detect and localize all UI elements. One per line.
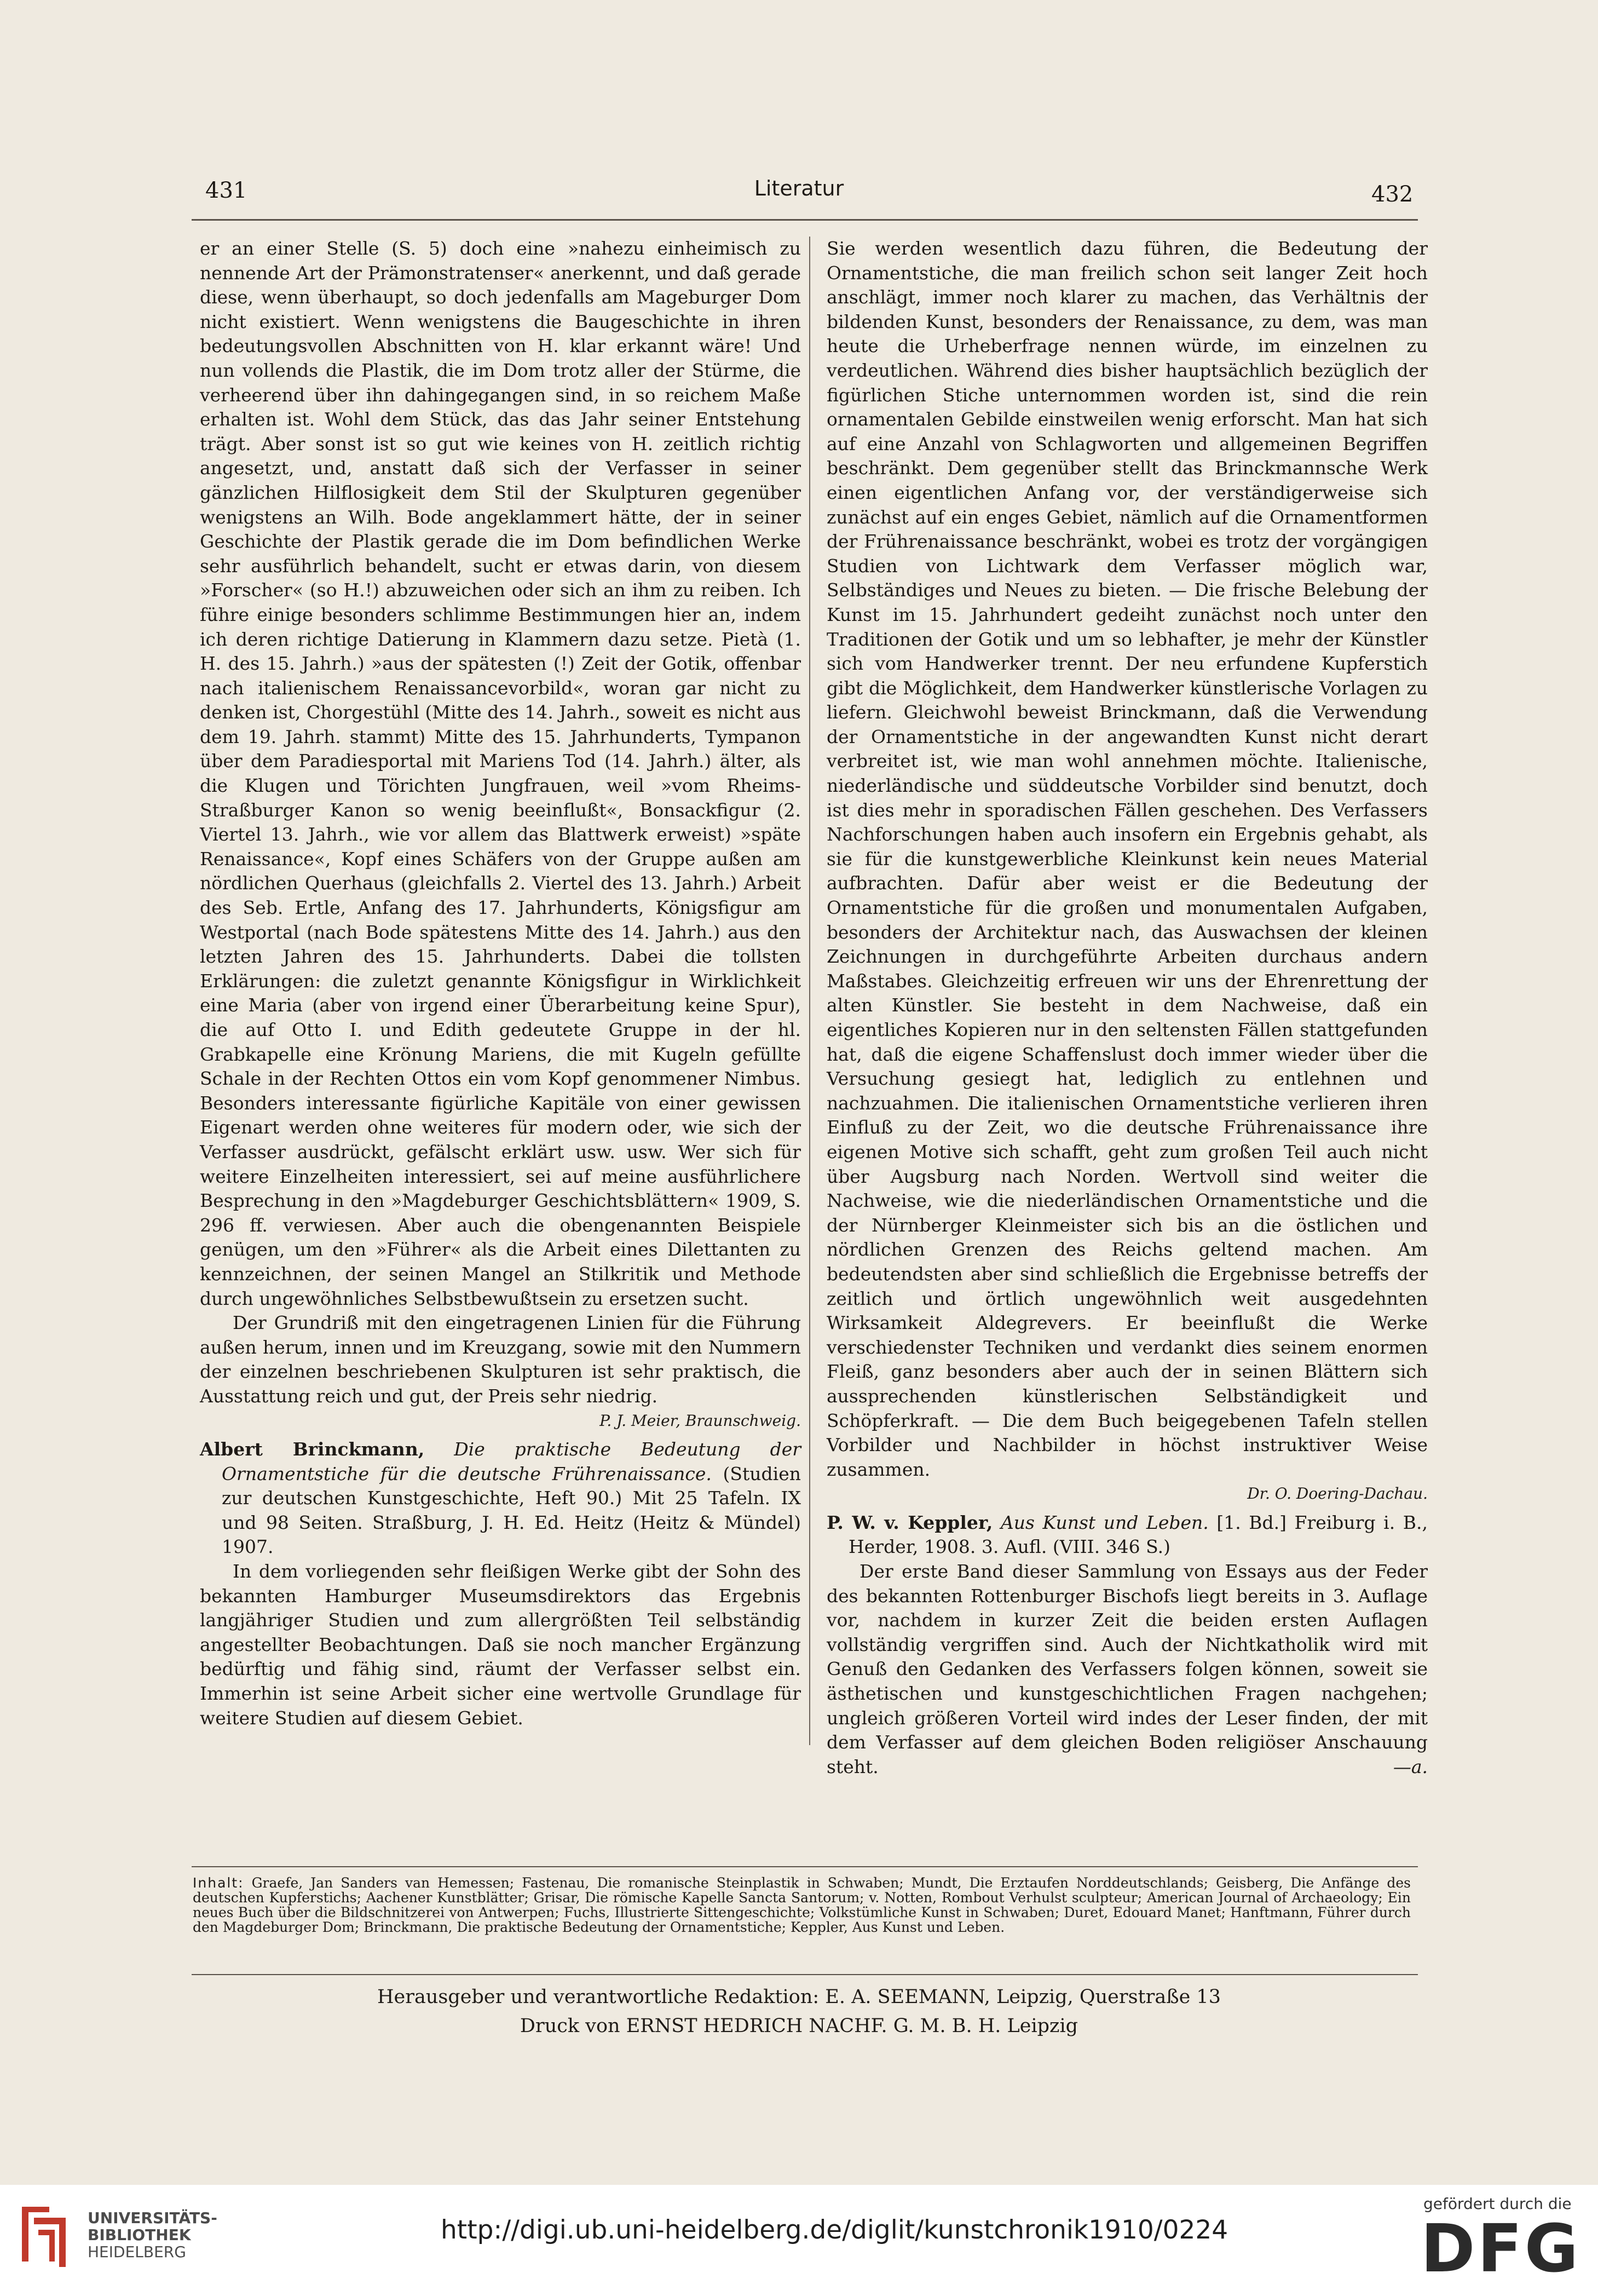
left-column — [200, 237, 801, 1730]
logo-line-1: UNIVERSITÄTS- — [88, 2209, 217, 2227]
funded-by-text: gefördert durch die — [1423, 2195, 1572, 2213]
review1-paragraph-1: er an einer Stelle (S. 5) doch eine »nahezu einheimisch zu nennende Art der Prämonstratenser« anerkennt, und daß gerade diese, wenn überhaupt, so doch jedenfalls am Mageburger Dom nicht existiert. Wenn wenigstens die Baugeschichte in ihren bedeutungsvollen Abschnitten von H. klar erkannt wäre! Und nun vollends die Plastik, die im Dom trotz aller der Stürme, die verheerend über ihn dahingegangen sind, in so reichem Maße erhalten ist. Wohl dem Stück, das das Jahr seiner Entstehung trägt. Aber sonst ist so gut wie keines von H. zeitlich richtig angesetzt, und, anstatt daß sich der Verfasser in seiner gänzlichen Hilflosigkeit dem Stil der Skulpturen gegenüber wenigstens an Wilh. Bode angeklammert hätte, der in seiner Geschichte der Plastik gerade die im Dom befindlichen Werke sehr ausführlich behandelt, sucht er etwas darin, von diesem »Forscher« (so H.!) abzuweichen oder sich an ihm zu reiben. Ich führe einige besonders schlimme Bestimmungen hier an, indem ich deren richtige Datierung in Klammern dazu setze. Pietà (1. H. des 15. Jahrh.) »aus der spätesten (!) Zeit der Gotik, offenbar nach italienischem Renaissancevorbild«, woran gar nicht zu denken ist, Chorgestühl (Mitte des 14. Jahrh., soweit es nicht aus dem 19. Jahrh. stammt) Mitte des 15. Jahrhunderts, Tympanon über dem Paradiesportal mit Mariens Tod (14. Jahrh.) älter, als die Klugen und Törichten Jungfrauen, weil »vom Rheims-Straßburger Kanon so wenig beeinflußt«, Bonsackfigur (2. Viertel 13. Jahrh., wie vor allem das Blattwerk erweist) »späte Renaissance«, Kopf eines Schäfers von der Gruppe außen am nördlichen Querhaus (gleichfalls 2. Viertel des 13. Jahrh.) Arbeit des Seb. Ertle, Anfang des 17. Jahrhunderts, Königsfigur am Westportal (nach Bode spätestens Mitte des 14. Jahrh.) aus den letzten Jahren des 15. Jahrhunderts. Dabei die tollsten Erklärungen: die zuletzt genannte Königsfigur in Wirklichkeit eine Maria (aber von irgend einer Überarbeitung keine Spur), die auf Otto I. und Edith gedeutete Gruppe in der hl. Grabkapelle eine Krönung Mariens, die mit Kugeln gefüllte Schale in der Rechten Ottos ein vom Kopf genommener Nimbus. Besonders interessante figürliche Kapitäle von einer gewissen Eigenart werden ohne weiteres für modern oder, wie sich der Verfasser ausdrückt, gefälscht erklärt usw. usw. Wer sich für weitere Einzelheiten interessiert, sei auf meine ausführlichere Besprechung in den »Magdeburger Geschichtsblättern« 1909, S. 296 ff. verwiesen. Aber auch die obengenannten Beispiele genügen, um den »Führer« als die Arbeit eines Dilettanten zu kennzeichnen, der seinen Mangel an Stilkritik und Methode durch ungewöhnliches Selbstbewußtsein zu ersetzen sucht. — [200, 238, 801, 1309]
contents-rule-bottom — [192, 1974, 1418, 1975]
dfg-logo[interactable]: DFG — [1421, 2211, 1581, 2287]
review2-paragraph-2: Sie werden wesentlich dazu führen, die Bedeutung der Ornamentstiche, die man freilich schon seit langer Zeit hoch anschlägt, immer noch klarer zu machen, das Verhältnis der bildenden Kunst, besonders der Renaissance, zu dem, was man heute die Urheberfrage nennen würde, im einzelnen zu verdeutlichen. Während dies bisher hauptsächlich bezüglich der figürlichen Stiche unternommen worden ist, sind die rein ornamentalen Gebilde einstweilen wenig erforscht. Man hat sich auf eine Anzahl von Schlagworten und allgemeinen Begriffen beschränkt. Dem gegenüber stellt das Brinckmannsche Werk einen eigentlichen Anfang vor, der verständigerweise sich zunächst auf ein enges Gebiet, nämlich auf die Ornamentformen der Frührenaissance beschränkt, wobei es trotz der vorgängigen Studien von Lichtwark dem Verfasser möglich war, Selbständiges und Neues zu bieten. — Die frische Belebung der Kunst im 15. Jahrhundert gedeiht zunächst noch unter den Traditionen der Gotik und um so lebhafter, je mehr der Künstler sich vom Handwerker trennt. Der neu erfundene Kupferstich gibt die Möglichkeit, dem Handwerker künstlerische Vorlagen zu liefern. Gleichwohl beweist Brinckmann, daß die Verwendung der Ornamentstiche in der angewandten Kunst nicht derart verbreitet ist, wie man wohl annehmen möchte. Italienische, niederländische und süddeutsche Vorbilder sind benutzt, doch ist dies mehr in sporadischen Fällen geschehen. Des Verfassers Nachforschungen haben auch insofern ein Ergebnis gehabt, als sie für die kunstgewerbliche Kleinkunst kein neues Material aufbrachten. Dafür aber weist er die Bedeutung der Ornamentstiche für die großen und monumentalen Aufgaben, besonders der Architektur nach, das Auswachsen der kleinen Zeichnungen in durchgeführte Arbeiten durchaus andern Maßstabes. Gleichzeitig erfreuen wir uns der Ehrenrettung der alten Künstler. Sie besteht in dem Nachweise, daß ein eigentliches Kopieren nur in den seltensten Fällen stattgefunden hat, daß die eigene Schaffenslust doch immer wieder über die Versuchung gesiegt hat, lediglich zu entlehnen und nachzuahmen. Die italienischen Ornamentstiche verlieren ihren Einfluß zu der Zeit, wo die deutsche Frührenaissance ihre eigenen Motive sich schafft, geht zum großen Teil auch nicht über Augsburg nach Norden. Wertvoll sind weiter die Nachweise, wie die niederländischen Ornamentstiche und die der Nürnberger Kleinmeister sich bis an die östlichen und nördlichen Grenzen des Reichs geltend machen. Am bedeutendsten aber sind schließlich die Ergebnisse betreffs der zeitlich und örtlich ungewöhnlich weit ausgedehnten Wirksamkeit Aldegrevers. Er beeinflußt die Werke verschiedenster Techniken und verdankt dies seinem enormen Fleiß, ganz besonders aber auch der in seinen Blättern sich aussprechenden künstlerischen Selbständigkeit und Schöpferkraft. — Die dem Buch beigegebenen Tafeln stellen Vorbilder und Nachbilder in höchst instruktiver Weise zusammen. — [827, 238, 1428, 1480]
contents-rule-top — [192, 1866, 1418, 1867]
page-number-right: 432 — [1371, 182, 1414, 207]
review3-paragraph — [827, 1560, 1428, 1779]
page-number-left: 431 — [205, 178, 247, 203]
logo-line-3: HEIDELBERG — [88, 2243, 186, 2261]
review2-heading — [200, 1437, 801, 1560]
contents-text: Graefe, Jan Sanders van Hemessen; Fastenau, Die romanische Steinplastik in Schwaben; Mundt, Die Erztaufen Norddeutschlands; Geisberg, Die Anfänge des deutschen Kupferstichs; Aachener Kunstblätter; Grisar, Die römische Kapelle Sancta Santorum; v. Notten, Rombout Verhulst sculpteur; American Journal of Archaeology; Ein neues Buch über die Bildschnitzerei von Antwerpen; Fuchs, Illustrierte Sittengeschichte; Volkstümliche Kunst in Schwaben; Duret, Edouard Manet; Hanftmann, Führer durch den Magdeburger Dom; Brinckmann, Die praktische Bedeutung der Ornamentstiche; Keppler, Aus Kunst und Leben. — [193, 1875, 1411, 1935]
review3-signature: —a. — [1393, 1756, 1428, 1777]
header-rule — [192, 219, 1418, 221]
imprint-editor: Herausgeber und verantwortliche Redaktion: E. A. SEEMANN, Leipzig, Querstraße 13 — [377, 1986, 1221, 2008]
column-divider — [809, 237, 810, 1745]
contents-label: Inhalt: — [193, 1875, 244, 1891]
running-title: Literatur — [754, 176, 844, 200]
university-library-logo-icon[interactable] — [16, 2196, 77, 2272]
review2-title: Die praktische Bedeutung der Ornamentstiche für die deutsche Frührenaissance. — [222, 1438, 801, 1484]
review3-author: P. W. v. Keppler, — [827, 1511, 993, 1533]
permalink-url[interactable]: http://digi.ub.uni-heidelberg.de/diglit/kunstchronik1910/0224 — [441, 2215, 1228, 2245]
review2-author: Albert Brinckmann, — [200, 1438, 425, 1460]
review2-paragraph-1: In dem vorliegenden sehr fleißigen Werke gibt der Sohn des bekannten Hamburger Museumsdirektors das Ergebnis langjähriger Studien und zum allergrößten Teil selbständig angestellter Beobachtungen. Daß sie noch mancher Ergänzung bedürftig und fähig sind, räumt der Verfasser selbst ein. Immerhin ist seine Arbeit sicher eine wertvolle Grundlage für weitere Studien auf diesem Gebiet. — [200, 1561, 801, 1729]
university-library-name[interactable] — [88, 2209, 217, 2260]
review1-signature: P. J. Meier, Braunschweig. — [599, 1411, 801, 1430]
review2-biblio: (Studien zur deutschen Kunstgeschichte, Heft 90.) Mit 25 Tafeln. IX und 98 Seiten. Straßburg, J. H. Ed. Heitz (Heitz & Mündel) 1907. — [222, 1463, 801, 1558]
review3-biblio: [1. Bd.] Freiburg i. B., Herder, 1908. 3. Aufl. (VIII. 346 S.) — [849, 1511, 1428, 1558]
review1-paragraph-2: Der Grundriß mit den eingetragenen Linien für die Führung außen herum, innen und im Kreuzgang, sowie mit den Nummern der einzelnen beschriebenen Skulpturen ist sehr praktisch, die Ausstattung reich und gut, der Preis sehr niedrig. — [200, 1312, 801, 1407]
contents-list — [193, 1875, 1411, 1935]
review3-title: Aus Kunst und Leben. — [1000, 1511, 1209, 1533]
logo-line-2: BIBLIOTHEK — [88, 2226, 191, 2244]
imprint-printer: Druck von ERNST HEDRICH NACHF. G. M. B. H. Leipzig — [520, 2015, 1078, 2037]
right-column — [827, 237, 1428, 1779]
review3-text: Der erste Band dieser Sammlung von Essays aus der Feder des bekannten Rottenburger Bischofs liegt bereits in 3. Auflage vor, nachdem in kurzer Zeit die beiden ersten Auflagen vollständig vergriffen sind. Auch der Nichtkatholik wird mit Genuß den Gedanken des Verfassers folgen können, soweit sie ästhetischen und kunstgeschichtlichen Fragen nachgehen; ungleich größeren Vorteil wird indes der Leser finden, der mit dem Verfasser auf dem gleichen Boden religiöser Anschauung steht. — [827, 1561, 1428, 1777]
review2-signature: Dr. O. Doering-Dachau. — [1247, 1484, 1428, 1503]
review3-heading — [827, 1511, 1428, 1560]
